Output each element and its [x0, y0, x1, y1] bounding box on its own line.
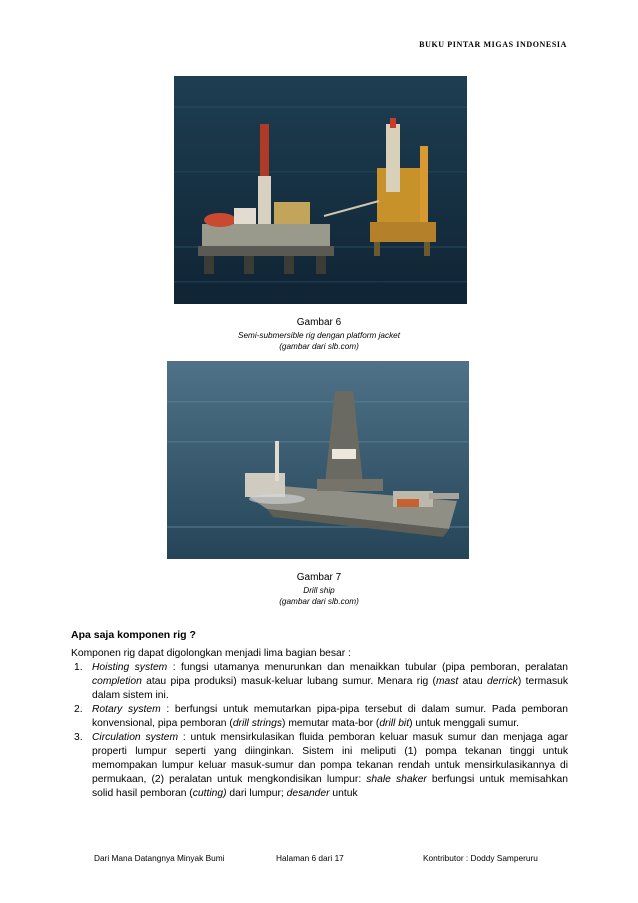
footer-contributor: Kontributor : Doddy Samperuru: [423, 853, 538, 863]
text-run: ) termasuk dalam sistem ini.: [92, 676, 569, 701]
section-body: [71, 647, 568, 801]
figure-6-subtitle: Semi-submersible rig dengan platform jacket: [237, 331, 400, 340]
list-item: [71, 703, 568, 731]
figure-7-credit: (gambar dari slb.com): [279, 597, 359, 606]
section-intro: Komponen rig dapat digolongkan menjadi lima bagian besar :: [71, 648, 351, 659]
text-run: untuk: [329, 788, 358, 799]
italic-term: drill bit: [379, 718, 410, 729]
list-item-number: 1.: [74, 662, 83, 673]
italic-term: mast: [435, 676, 459, 687]
footer-page-number: Halaman 6 dari 17: [276, 853, 344, 863]
section-title: Apa saja komponen rig ?: [71, 629, 196, 641]
list-item: [71, 731, 568, 801]
italic-term: derrick: [487, 676, 518, 687]
italic-term: completion: [92, 676, 142, 687]
text-run: atau pipa produksi) masuk-keluar lubang sumur. Menara rig (: [141, 676, 436, 687]
list-item-number: 3.: [74, 732, 83, 743]
italic-term: desander: [286, 788, 330, 799]
component-list: [71, 661, 568, 801]
figure-6-credit: (gambar dari slb.com): [279, 342, 359, 351]
list-item-number: 2.: [74, 704, 83, 715]
italic-term: cutting): [192, 788, 227, 799]
text-run: berfungsi untuk memisahkan solid hasil pemboran (: [92, 774, 568, 799]
text-run: : berfungsi untuk memutarkan pipa-pipa tersebut di dalam sumur. Pada pemboran konvensional, pipa pemboran (: [92, 704, 568, 729]
semi-submersible-rig-photo: [174, 76, 467, 304]
text-run: : untuk mensirkulasikan fluida pemboran keluar masuk sumur dan menjaga agar properti lumpur seperti yang diinginkan. Sistem ini meliputi (1) pompa tekanan tinggi untuk memompakan lumpur keluar masuk-sumur dan pompa tekanan rendah untuk mensirkulasikannya di permukaan, (2) peralatan untuk mengkondisikan lumpur:: [92, 732, 568, 785]
text-run: dari lumpur;: [226, 788, 287, 799]
text-run: atau: [458, 676, 487, 687]
italic-term: shale shaker: [366, 774, 427, 785]
italic-term: drill strings: [232, 718, 283, 729]
text-run: ) untuk menggali sumur.: [409, 718, 519, 729]
italic-term: Circulation system: [92, 732, 179, 743]
running-header: BUKU PINTAR MIGAS INDONESIA: [419, 40, 567, 49]
figure-7-subtitle: Drill ship: [303, 586, 335, 595]
text-run: ) memutar mata-bor (: [282, 718, 380, 729]
italic-term: Hoisting system: [92, 662, 168, 673]
drill-ship-photo: [167, 361, 469, 559]
figure-6-title: Gambar 6: [296, 317, 342, 328]
footer-book-title: Dari Mana Datangnya Minyak Bumi: [94, 853, 225, 863]
text-run: : fungsi utamanya menurunkan dan menaikkan tubular (pipa pemboran, peralatan: [167, 662, 569, 673]
figure-7-title: Gambar 7: [296, 572, 342, 583]
list-item: [71, 661, 568, 703]
section-heading: [71, 628, 568, 642]
italic-term: Rotary system: [92, 704, 161, 715]
